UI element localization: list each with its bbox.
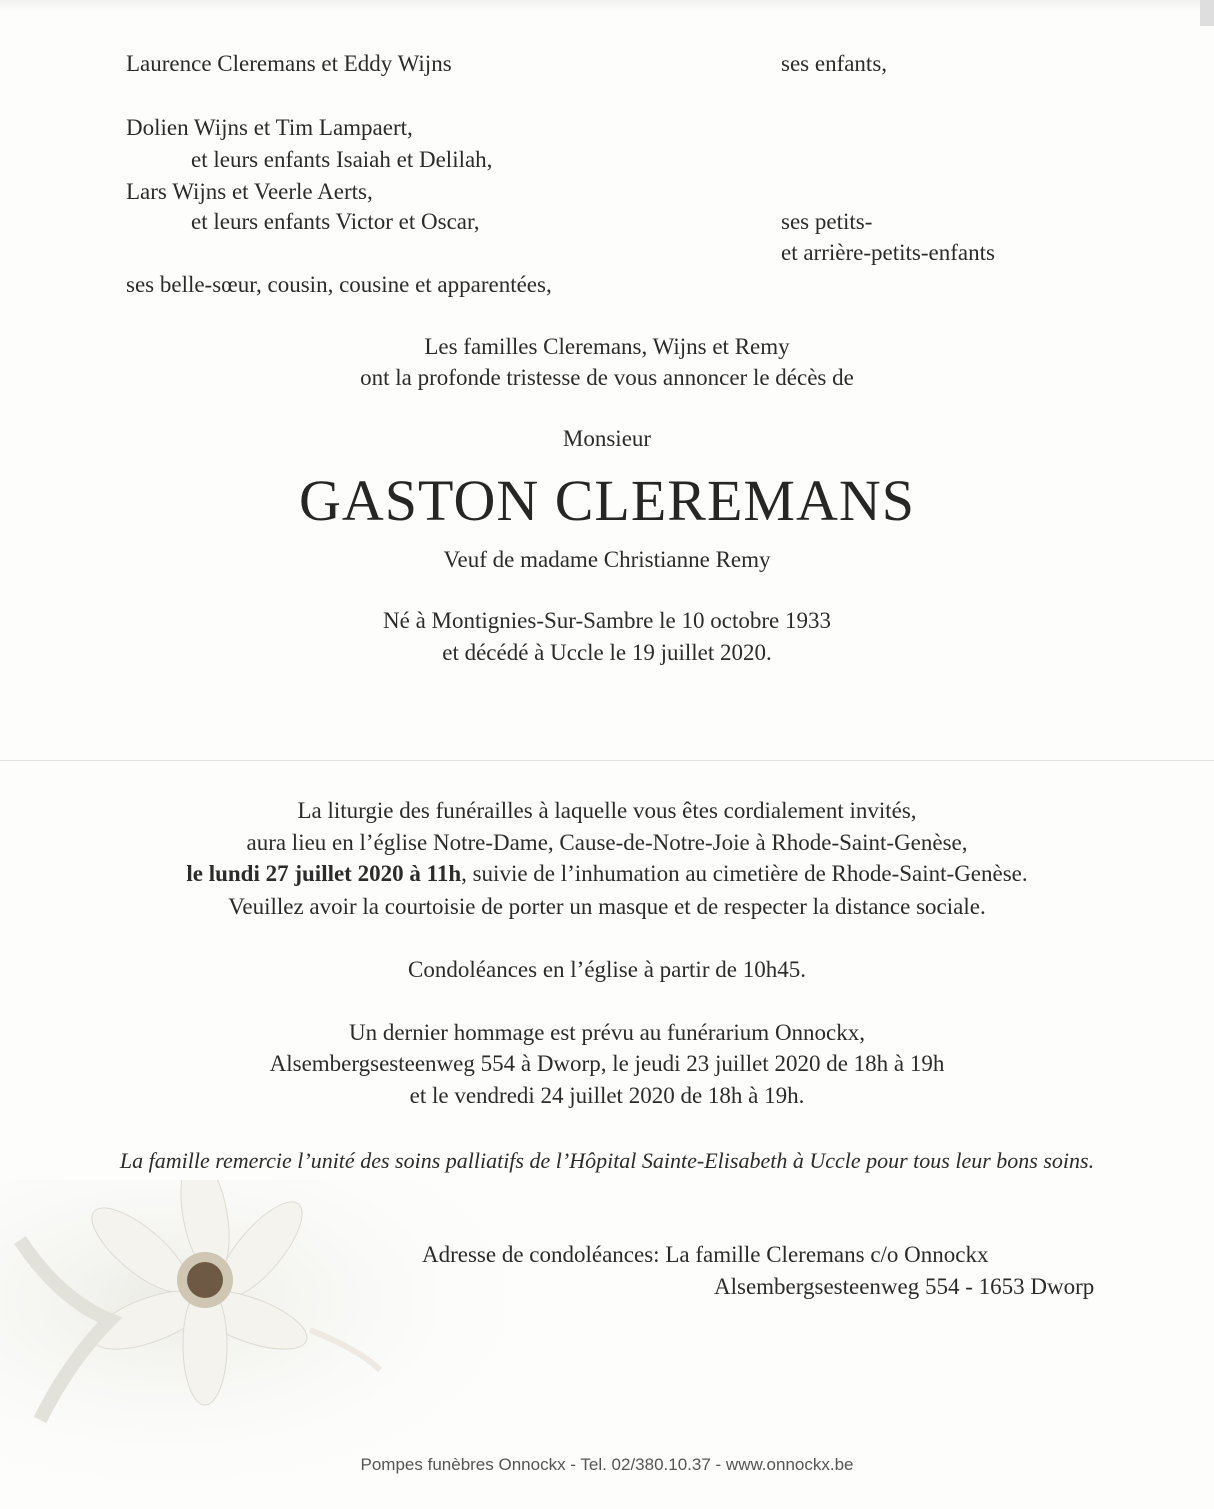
tribute-line: Un dernier hommage est prévu au funérarium Onnockx, [348, 1020, 866, 1045]
funeral-date-line [0, 860, 1214, 888]
grandchild-line: Lars Wijns et Veerle Aerts, [126, 179, 373, 204]
grandchildren-role: ses petits- [781, 209, 873, 234]
funeral-line: aura lieu en l’église Notre-Dame, Cause-de-Notre-Joie à Rhode-Saint-Genèse, [246, 830, 968, 855]
tribute-line: Alsembergsesteenweg 554 à Dworp, le jeudi 23 juillet 2020 de 18h à 19h [269, 1051, 945, 1076]
announcement-text: ont la profonde tristesse de vous annoncer le décès de [360, 365, 854, 390]
children-names: Laurence Cleremans et Eddy Wijns [126, 51, 452, 76]
children-role: ses enfants, [781, 51, 888, 76]
address-line: Adresse de condoléances: La famille Cleremans c/o Onnockx [422, 1242, 989, 1267]
widower-line: Veuf de madame Christianne Remy [443, 547, 771, 572]
paper-edge [0, 0, 1214, 12]
grandchild-line: et leurs enfants Isaiah et Delilah, [191, 147, 493, 172]
paper-corner [1200, 0, 1214, 26]
birth-line: Né à Montignies-Sur-Sambre le 10 octobre 1933 [383, 608, 831, 633]
tribute-line: et le vendredi 24 juillet 2020 de 18h à 19h. [409, 1083, 805, 1108]
funeral-line: Veuillez avoir la courtoisie de porter un masque et de respecter la distance sociale. [228, 894, 986, 919]
fold-line [0, 760, 1214, 761]
grandchild-line: et leurs enfants Victor et Oscar, [191, 209, 480, 234]
condolences-line: Condoléances en l’église à partir de 10h45. [408, 957, 806, 982]
relatives-line: ses belle-sœur, cousin, cousine et apparentées, [126, 272, 552, 297]
deceased-title: Monsieur [562, 426, 652, 451]
thanks-line: La famille remercie l’unité des soins palliatifs de l’Hôpital Sainte-Elisabeth à Uccle pour tous leur bons soins. [119, 1148, 1095, 1173]
funeral-date: le lundi 27 juillet 2020 à 11h [186, 861, 462, 886]
flower-illustration [0, 1180, 560, 1480]
address-line: Alsembergsesteenweg 554 - 1653 Dworp [714, 1274, 1095, 1299]
deceased-name: GASTON CLEREMANS [299, 468, 915, 533]
death-line: et décédé à Uccle le 19 juillet 2020. [442, 640, 772, 665]
footer-contact: Pompes funèbres Onnockx - Tel. 02/380.10.37 - www.onnockx.be [360, 1455, 854, 1474]
announcement-families: Les familles Cleremans, Wijns et Remy [424, 334, 790, 359]
grandchildren-role: et arrière-petits-enfants [781, 240, 995, 265]
funeral-line: La liturgie des funérailles à laquelle vous êtes cordialement invités, [297, 798, 917, 823]
funeral-burial: , suivie de l’inhumation au cimetière de Rhode-Saint-Genèse. [461, 861, 1028, 886]
grandchild-line: Dolien Wijns et Tim Lampaert, [126, 115, 413, 140]
